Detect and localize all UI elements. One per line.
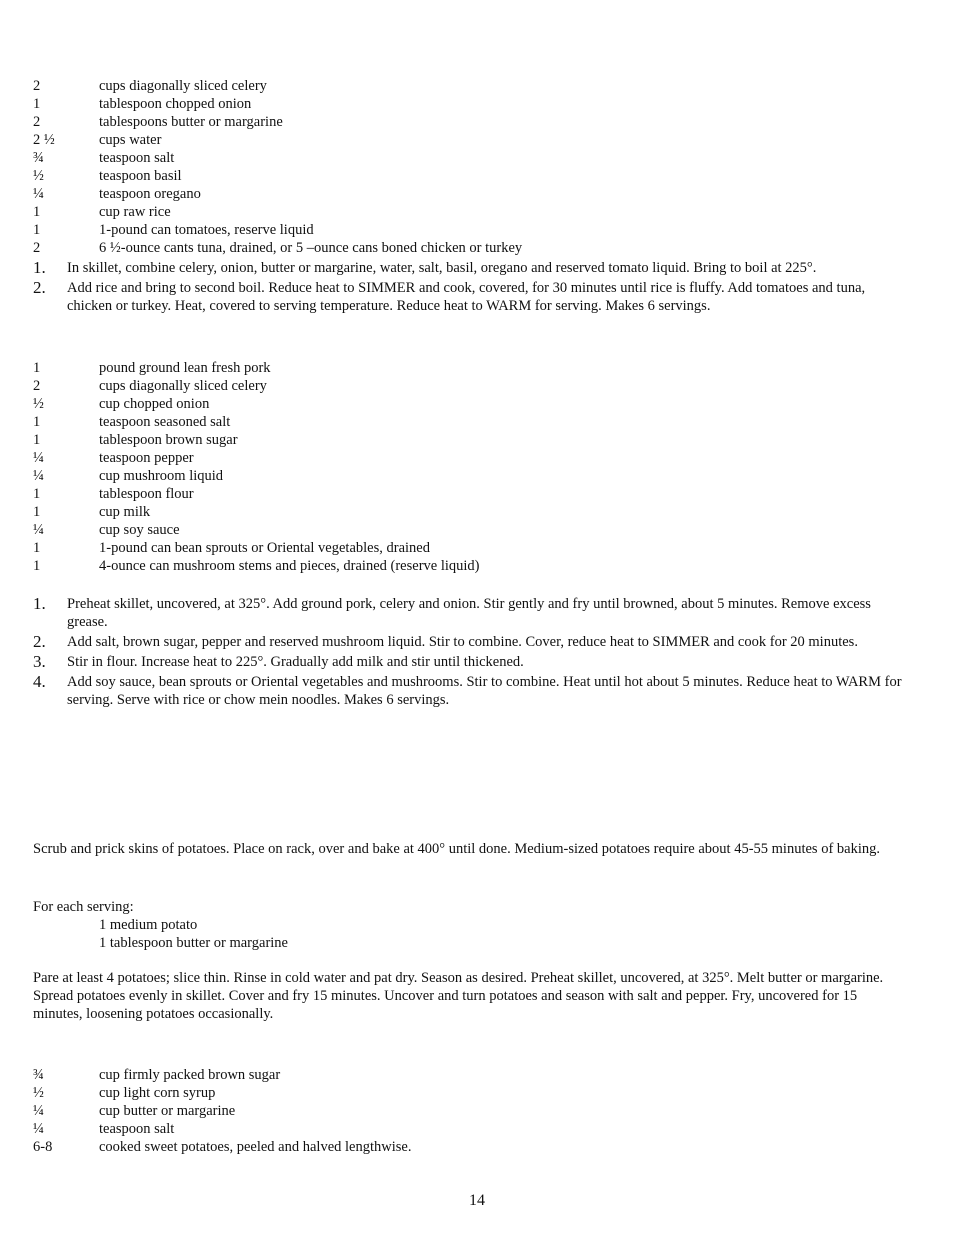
step-item	[33, 633, 906, 651]
ingredient-qty: 1	[33, 486, 41, 502]
ingredient-text: cup milk	[99, 504, 151, 520]
ingredient-text: tablespoon flour	[99, 486, 194, 502]
ingredient-row	[33, 413, 906, 431]
ingredient-qty: ¼	[33, 468, 44, 484]
ingredient-row	[33, 1066, 906, 1084]
ingredient-text: cup soy sauce	[99, 522, 180, 538]
recipe5-ingredient-list	[33, 1066, 906, 1156]
ingredient-qty: 2	[33, 114, 41, 130]
ingredient-row	[33, 521, 906, 539]
ingredient-row	[33, 1102, 906, 1120]
serving-item: 1 medium potato	[99, 917, 198, 933]
ingredient-qty: ¾	[33, 150, 44, 166]
ingredient-qty: 1	[33, 204, 41, 220]
ingredient-row	[33, 431, 906, 449]
ingredient-text: teaspoon pepper	[99, 450, 194, 466]
ingredient-qty: 6-8	[33, 1139, 53, 1155]
ingredient-qty: 2 ½	[33, 132, 55, 148]
ingredient-row	[33, 131, 906, 149]
ingredient-text: 1-pound can tomatoes, reserve liquid	[99, 222, 314, 238]
ingredient-text: cups diagonally sliced celery	[99, 78, 267, 94]
ingredient-row	[33, 1084, 906, 1102]
serving-item: 1 tablespoon butter or margarine	[99, 935, 288, 951]
ingredient-text: teaspoon salt	[99, 1121, 175, 1137]
ingredient-row	[33, 377, 906, 395]
fried-potatoes-paragraph	[33, 969, 906, 1023]
ingredient-row	[33, 167, 906, 185]
ingredient-qty: 2	[33, 378, 41, 394]
ingredient-row	[33, 239, 906, 257]
baked-potatoes-paragraph	[33, 840, 906, 858]
ingredient-text: pound ground lean fresh pork	[99, 360, 271, 376]
ingredient-qty: 1	[33, 414, 41, 430]
step-item	[33, 673, 906, 709]
ingredient-text: cups diagonally sliced celery	[99, 378, 267, 394]
ingredient-row	[33, 395, 906, 413]
ingredient-row	[33, 113, 906, 131]
ingredient-qty: 1	[33, 504, 41, 520]
ingredient-row	[33, 77, 906, 95]
ingredient-row	[33, 95, 906, 113]
ingredient-text: tablespoon brown sugar	[99, 432, 238, 448]
step-text: Add soy sauce, bean sprouts or Oriental vegetables and mushrooms. Stir to combine. Heat until hot about 5 minutes. Reduce heat to WARM for serving. Serve with rice or chow mein noodles. Makes 6 servings.	[67, 674, 902, 708]
ingredient-text: 1-pound can bean sprouts or Oriental vegetables, drained	[99, 540, 430, 556]
ingredient-qty: ¾	[33, 1067, 44, 1083]
step-text: In skillet, combine celery, onion, butter or margarine, water, salt, basil, oregano and reserved tomato liquid. Bring to boil at 225°.	[67, 260, 817, 276]
ingredient-text: cup firmly packed brown sugar	[99, 1067, 281, 1083]
step-number: 2.	[33, 278, 46, 297]
ingredient-row	[33, 185, 906, 203]
ingredient-qty: 1	[33, 360, 41, 376]
ingredient-row	[33, 1138, 906, 1156]
ingredient-qty: 1	[33, 558, 41, 574]
step-number: 4.	[33, 672, 46, 691]
ingredient-text: cups water	[99, 132, 162, 148]
ingredient-qty: ¼	[33, 1103, 44, 1119]
ingredient-text: cup light corn syrup	[99, 1085, 216, 1101]
step-number: 2.	[33, 632, 46, 651]
ingredient-qty: 2	[33, 240, 41, 256]
ingredient-qty: ¼	[33, 1121, 44, 1137]
ingredient-qty: ½	[33, 396, 44, 412]
page-number: 14	[469, 1192, 485, 1209]
ingredient-row	[33, 467, 906, 485]
ingredient-text: tablespoons butter or margarine	[99, 114, 283, 130]
ingredient-row	[33, 221, 906, 239]
step-item	[33, 279, 906, 315]
step-text: Add rice and bring to second boil. Reduce heat to SIMMER and cook, covered, for 30 minutes until rice is fluffy. Add tomatoes and tuna, chicken or turkey. Heat, covered to serving temperature. Reduce heat to WARM for serving. Makes 6 servings.	[67, 280, 866, 314]
ingredient-text: teaspoon basil	[99, 168, 182, 184]
step-item	[33, 653, 906, 671]
step-item	[33, 259, 906, 277]
ingredient-qty: ½	[33, 168, 44, 184]
step-text: Stir in flour. Increase heat to 225°. Gradually add milk and stir until thickened.	[67, 654, 524, 670]
ingredient-text: cup mushroom liquid	[99, 468, 224, 484]
ingredient-row	[33, 485, 906, 503]
ingredient-row	[33, 1120, 906, 1138]
ingredient-qty: ¼	[33, 450, 44, 466]
recipe1-steps	[33, 259, 906, 317]
step-number: 3.	[33, 652, 46, 671]
step-item	[33, 595, 906, 631]
ingredient-text: cup chopped onion	[99, 396, 210, 412]
recipe1-ingredient-list	[33, 77, 906, 257]
ingredient-text: 4-ounce can mushroom stems and pieces, drained (reserve liquid)	[99, 558, 480, 574]
ingredient-qty: 1	[33, 222, 41, 238]
ingredient-qty: 1	[33, 96, 41, 112]
recipe2-steps	[33, 595, 906, 711]
ingredient-row	[33, 359, 906, 377]
ingredient-text: teaspoon seasoned salt	[99, 414, 231, 430]
ingredient-row	[33, 203, 906, 221]
ingredient-qty: 1	[33, 432, 41, 448]
ingredient-qty: 2	[33, 78, 41, 94]
step-number: 1.	[33, 594, 46, 613]
ingredient-text: cup raw rice	[99, 204, 171, 220]
ingredient-text: teaspoon salt	[99, 150, 175, 166]
ingredient-text: tablespoon chopped onion	[99, 96, 252, 112]
step-text: Add salt, brown sugar, pepper and reserved mushroom liquid. Stir to combine. Cover, reduce heat to SIMMER and cook for 20 minutes.	[67, 634, 858, 650]
ingredient-row	[33, 539, 906, 557]
baked-potatoes-text: Scrub and prick skins of potatoes. Place on rack, over and bake at 400° until done. Medium-sized potatoes require about 45-55 minutes of baking.	[33, 841, 880, 857]
step-number: 1.	[33, 258, 46, 277]
ingredient-row	[33, 149, 906, 167]
serving-intro: For each serving:	[33, 899, 134, 915]
ingredient-row	[33, 449, 906, 467]
ingredient-qty: ¼	[33, 186, 44, 202]
ingredient-text: 6 ½-ounce cants tuna, drained, or 5 –ounce cans boned chicken or turkey	[99, 240, 523, 256]
ingredient-text: cup butter or margarine	[99, 1103, 236, 1119]
ingredient-qty: ¼	[33, 522, 44, 538]
recipe2-ingredient-list	[33, 359, 906, 575]
ingredient-qty: ½	[33, 1085, 44, 1101]
ingredient-row	[33, 557, 906, 575]
ingredient-text: teaspoon oregano	[99, 186, 201, 202]
ingredient-row	[33, 503, 906, 521]
ingredient-text: cooked sweet potatoes, peeled and halved lengthwise.	[99, 1139, 412, 1155]
fried-potatoes-text: Pare at least 4 potatoes; slice thin. Rinse in cold water and pat dry. Season as desired. Preheat skillet, uncovered, at 325°. Melt butter or margarine. Spread potatoes evenly in skillet. Cover and fry 15 minutes. Uncover and turn potatoes and season with salt and pepper. Fry, uncovered for 15 minutes, loosening potatoes occasionally.	[33, 970, 884, 1022]
ingredient-qty: 1	[33, 540, 41, 556]
fried-potatoes-section	[33, 898, 906, 952]
step-text: Preheat skillet, uncovered, at 325°. Add ground pork, celery and onion. Stir gently and fry until browned, about 5 minutes. Remove excess grease.	[67, 596, 871, 630]
